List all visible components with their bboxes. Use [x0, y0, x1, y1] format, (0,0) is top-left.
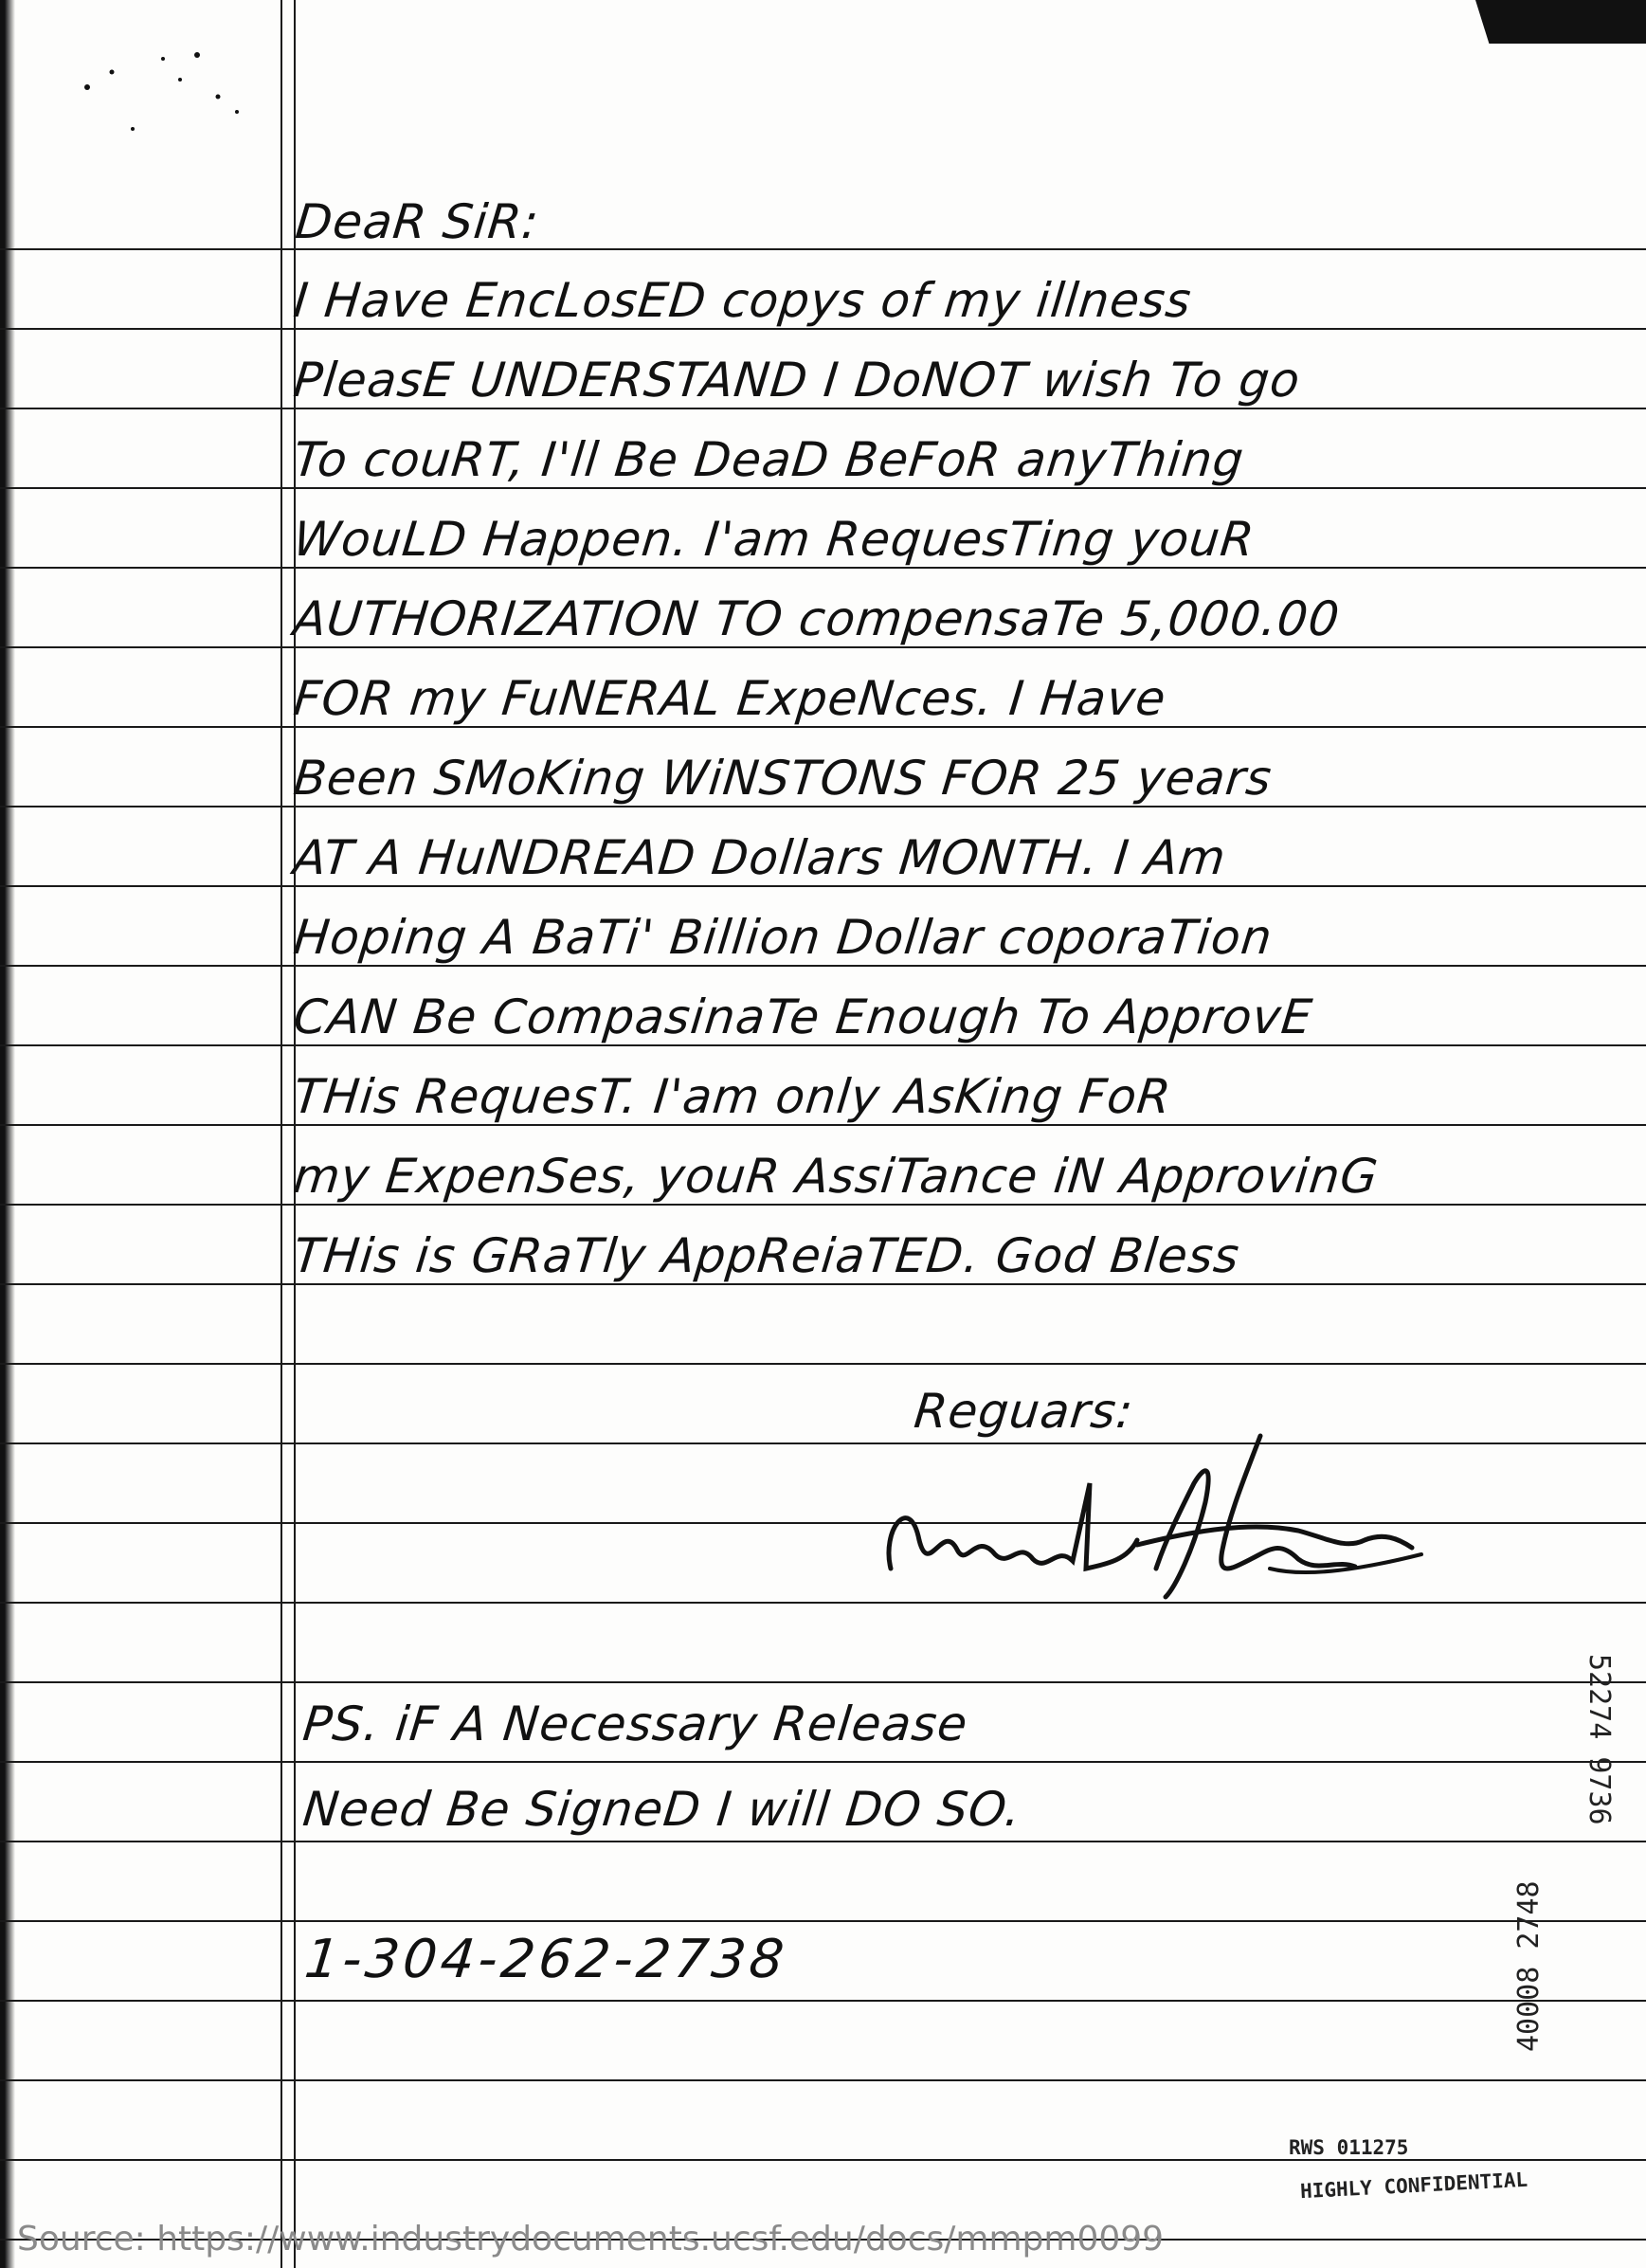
ruled-line [0, 567, 1646, 569]
letter-line: Been SMoKing WiNSTONS FOR 25 years [290, 751, 1275, 806]
letter-line: WouLD Happen. I'am RequesTing youR [290, 512, 1257, 567]
corner-tab [1475, 0, 1646, 44]
letter-line: CAN Be CompasinaTe Enough To ApprovE [290, 989, 1316, 1044]
ruled-line [0, 1283, 1646, 1285]
handwritten-signature [853, 1426, 1459, 1606]
ruled-line [0, 1363, 1646, 1365]
ruled-line [0, 2000, 1646, 2002]
letter-line: THis is GRaTly AppReiaTED. God Bless [290, 1228, 1243, 1283]
stamp-code: RWS 011275 [1289, 2136, 1409, 2159]
ruled-line [0, 1761, 1646, 1763]
ruled-line [0, 328, 1646, 330]
ruled-line [0, 1124, 1646, 1126]
salutation: DeaR SiR: [292, 194, 542, 249]
letter-line: Hoping A BaTi' Billion Dollar coporaTion [290, 910, 1275, 965]
letter-line: AUTHORIZATION TO compensaTe 5,000.00 [290, 591, 1343, 646]
ruled-line [0, 2079, 1646, 2081]
letter-line: my ExpenSes, youR AssiTance iN ApprovinG [290, 1149, 1382, 1204]
ruled-line [0, 726, 1646, 728]
ps-line: Need Be SigneD I will DO SO. [299, 1782, 1024, 1837]
ruled-line [0, 2159, 1646, 2161]
ruled-line [0, 646, 1646, 648]
letter-line: FOR my FuNERAL ExpeNces. I Have [290, 671, 1169, 726]
left-page-edge [0, 0, 17, 2268]
ruled-line [0, 1920, 1646, 1922]
phone-number: 1-304-262-2738 [301, 1929, 790, 1990]
bates-number: 52274 9736 [1583, 1654, 1616, 1825]
ruled-line [0, 1681, 1646, 1683]
letter-line: THis RequesT. I'am only AsKing FoR [290, 1069, 1174, 1124]
letter-line: To couRT, I'll Be DeaD BeFoR anyThing [290, 432, 1247, 487]
ps-line: PS. iF A Necessary Release [299, 1696, 971, 1751]
ruled-line [0, 248, 1646, 250]
letter-line: PleasE UNDERSTAND I DoNOT wish To go [290, 353, 1304, 408]
ruled-line [0, 806, 1646, 807]
ruled-line [0, 1841, 1646, 1842]
margin-line [280, 0, 282, 2268]
ruled-line [0, 408, 1646, 409]
secondary-number: 40008 2748 [1512, 1880, 1546, 2052]
letter-line: I Have EncLosED copys of my illness [290, 273, 1195, 328]
ruled-line [0, 487, 1646, 489]
ruled-line [0, 885, 1646, 887]
ruled-line [0, 1204, 1646, 1206]
ruled-line [0, 965, 1646, 967]
source-watermark: Source: https://www.industrydocuments.ucsf.edu/docs/mmpm0099 [17, 2220, 1165, 2259]
confidential-stamp: HIGHLY CONFIDENTIAL [1299, 2168, 1528, 2204]
sign-off: Reguars: [911, 1384, 1137, 1439]
letter-line: AT A HuNDREAD Dollars MONTH. I Am [290, 830, 1229, 885]
ink-specks [76, 38, 246, 152]
margin-line [294, 0, 296, 2268]
ruled-line [0, 1044, 1646, 1046]
